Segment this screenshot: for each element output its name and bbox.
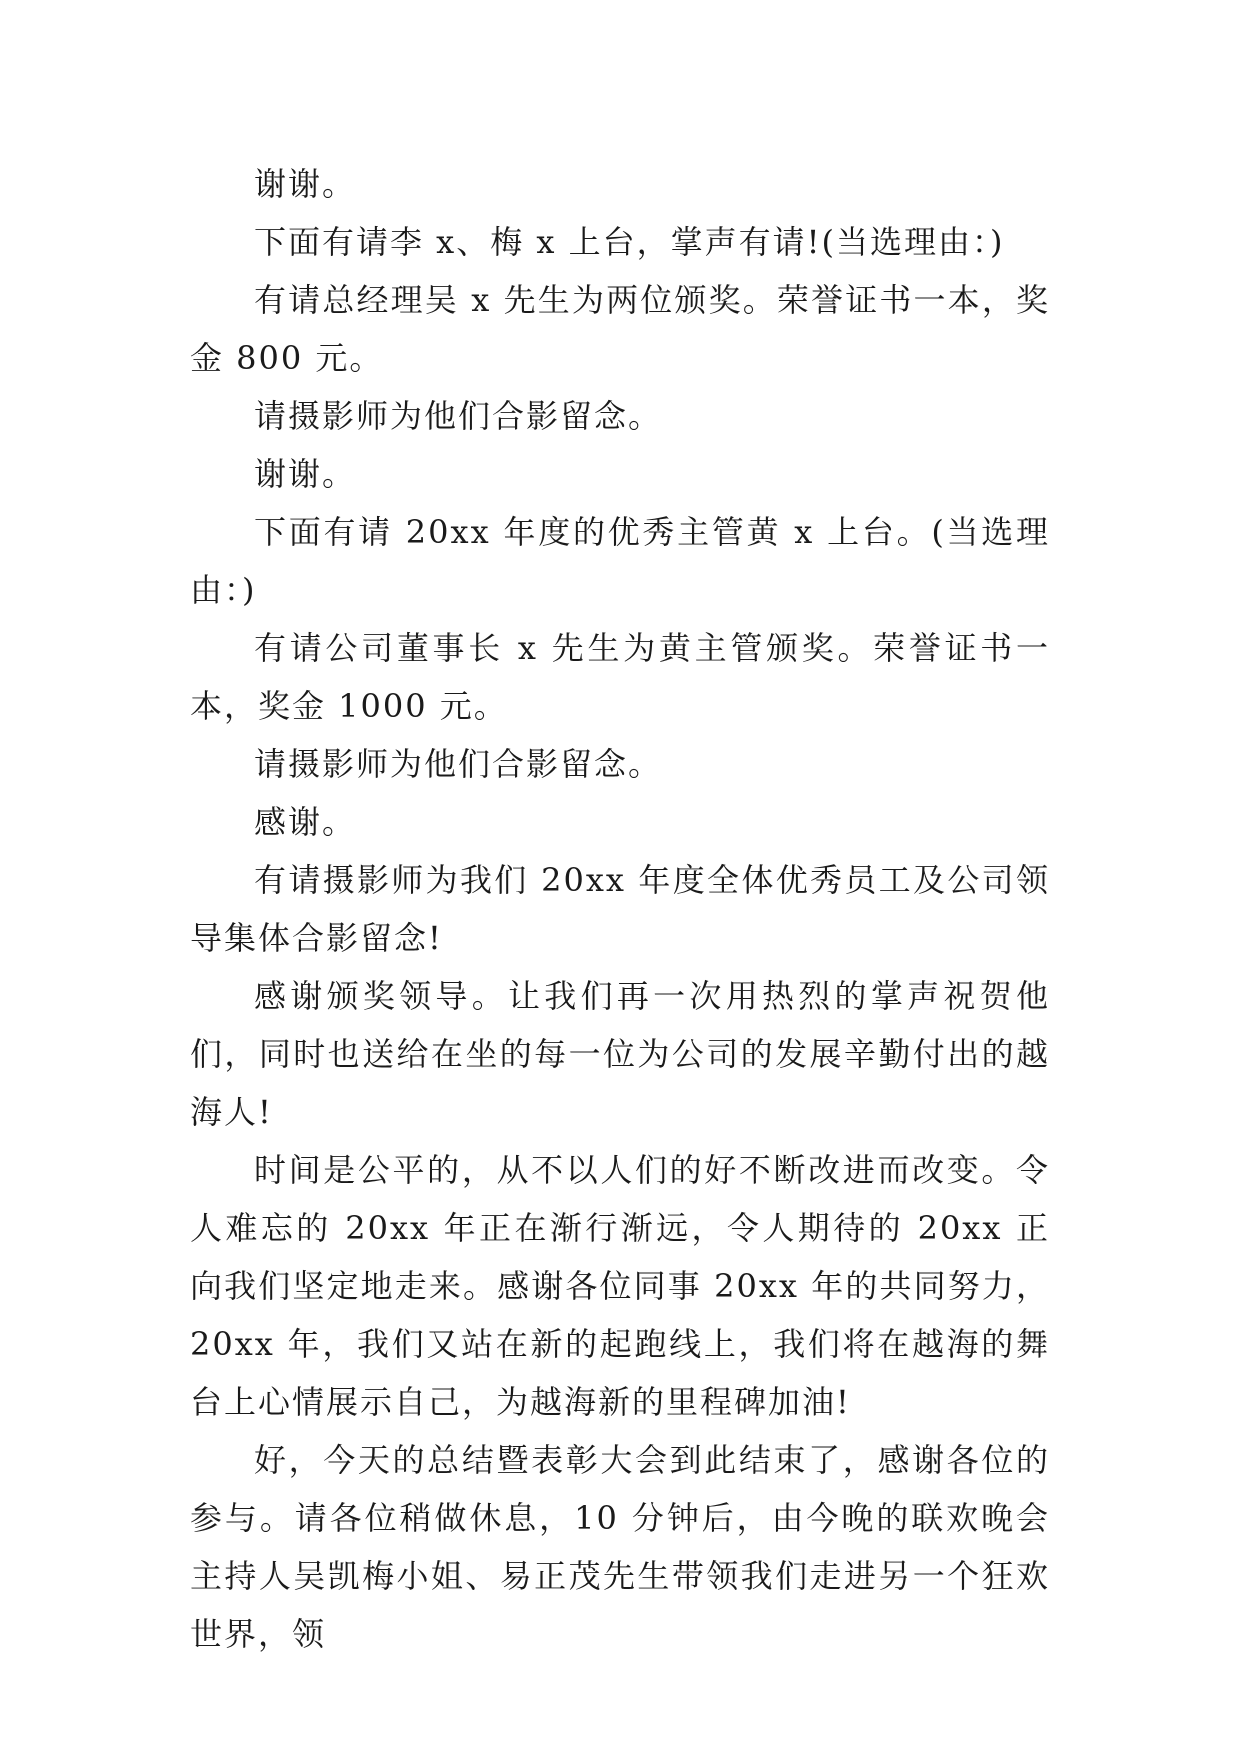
paragraph: 感谢。 [254, 803, 357, 841]
paragraph: 请摄影师为他们合影留念。 [254, 745, 663, 783]
paragraph: 感谢颁奖领导。让我们再一次用热烈的掌声祝贺他们，同时也送给在坐的每一位为公司的发展辛勤付出的越海人! [190, 977, 1050, 1131]
paragraph: 有请摄影师为我们 20xx 年度全体优秀员工及公司领导集体合影留念! [190, 861, 1050, 957]
paragraph: 有请公司董事长 x 先生为黄主管颁奖。荣誉证书一本，奖金 1000 元。 [190, 629, 1050, 725]
paragraph: 好，今天的总结暨表彰大会到此结束了，感谢各位的参与。请各位稍做休息，10 分钟后，由今晚的联欢晚会主持人吴凯梅小姐、易正茂先生带领我们走进另一个狂欢世界，领 [190, 1441, 1050, 1653]
paragraph: 下面有请李 x、梅 x 上台，掌声有请!(当选理由：) [254, 223, 1005, 261]
paragraph: 谢谢。 [254, 165, 357, 203]
paragraph: 下面有请 20xx 年度的优秀主管黄 x 上台。(当选理由：) [190, 513, 1050, 609]
paragraph: 谢谢。 [254, 455, 357, 493]
paragraph: 有请总经理吴 x 先生为两位颁奖。荣誉证书一本，奖金 800 元。 [190, 281, 1050, 377]
paragraph: 时间是公平的，从不以人们的好不断改进而改变。令人难忘的 20xx 年正在渐行渐远，令人期待的 20xx 正向我们坚定地走来。感谢各位同事 20xx 年的共同努力，20xx 年，我们又站在新的起跑线上，我们将在越海的舞台上心情展示自己，为越海新的里程碑加油! [190, 1151, 1050, 1421]
document-body [190, 155, 1050, 1663]
paragraph: 请摄影师为他们合影留念。 [254, 397, 663, 435]
